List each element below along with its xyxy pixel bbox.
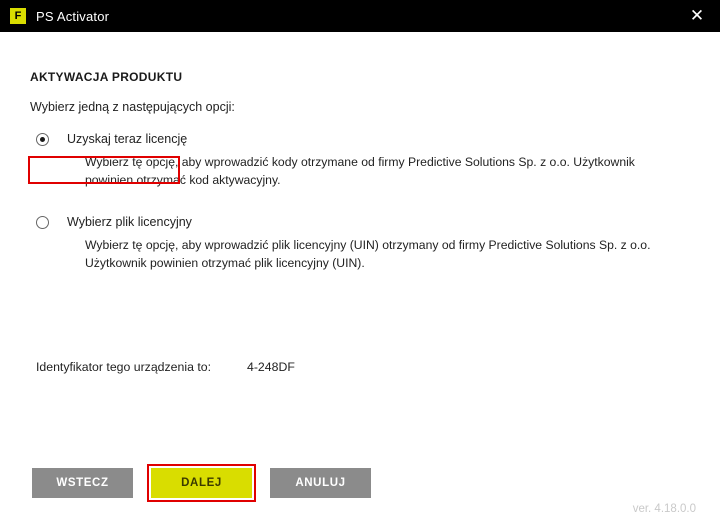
- main-content: [0, 32, 720, 525]
- radio-option-license-file[interactable]: [36, 215, 690, 229]
- device-identifier-label: Identyfikator tego urządzenia to:: [36, 360, 211, 374]
- close-icon[interactable]: ✕: [689, 6, 705, 25]
- device-identifier-value: 4-248DF: [247, 360, 295, 374]
- intro-text: Wybierz jedną z następujących opcji:: [30, 100, 235, 114]
- version-label: ver. 4.18.0.0: [632, 503, 696, 515]
- radio-label-license-now: Uzyskaj teraz licencję: [67, 132, 188, 146]
- option-block-license-now: [30, 132, 690, 189]
- radio-icon-license-file[interactable]: [36, 216, 49, 229]
- page-title: AKTYWACJA PRODUKTU: [30, 70, 183, 84]
- title-bar: [0, 0, 720, 32]
- option-description-license-file: Wybierz tę opcję, aby wprowadzić plik licencyjny (UIN) otrzymany od firmy Predictive Solutions Sp. z o.o. Użytkownik powinien otrzymać plik licencyjny (UIN).: [85, 238, 651, 271]
- option-block-license-file: [30, 215, 690, 272]
- device-identifier-row: [36, 360, 295, 374]
- radio-option-license-now[interactable]: [36, 132, 690, 146]
- radio-label-license-file: Wybierz plik licencyjny: [67, 215, 192, 230]
- option-description-license-now: Wybierz tę opcję, aby wprowadzić kody otrzymane od firmy Predictive Solutions Sp. z o.o. Użytkownik powinien otrzymać kod aktywacyjny.: [85, 155, 635, 187]
- footer-bar: [0, 457, 720, 525]
- radio-icon-license-now[interactable]: [36, 133, 49, 146]
- back-button[interactable]: WSTECZ: [32, 468, 133, 498]
- cancel-button[interactable]: ANULUJ: [270, 468, 371, 498]
- activation-options-group: [30, 132, 690, 273]
- window-title: PS Activator: [36, 8, 110, 24]
- app-logo-icon: F: [10, 8, 26, 24]
- next-button[interactable]: DALEJ: [151, 468, 252, 498]
